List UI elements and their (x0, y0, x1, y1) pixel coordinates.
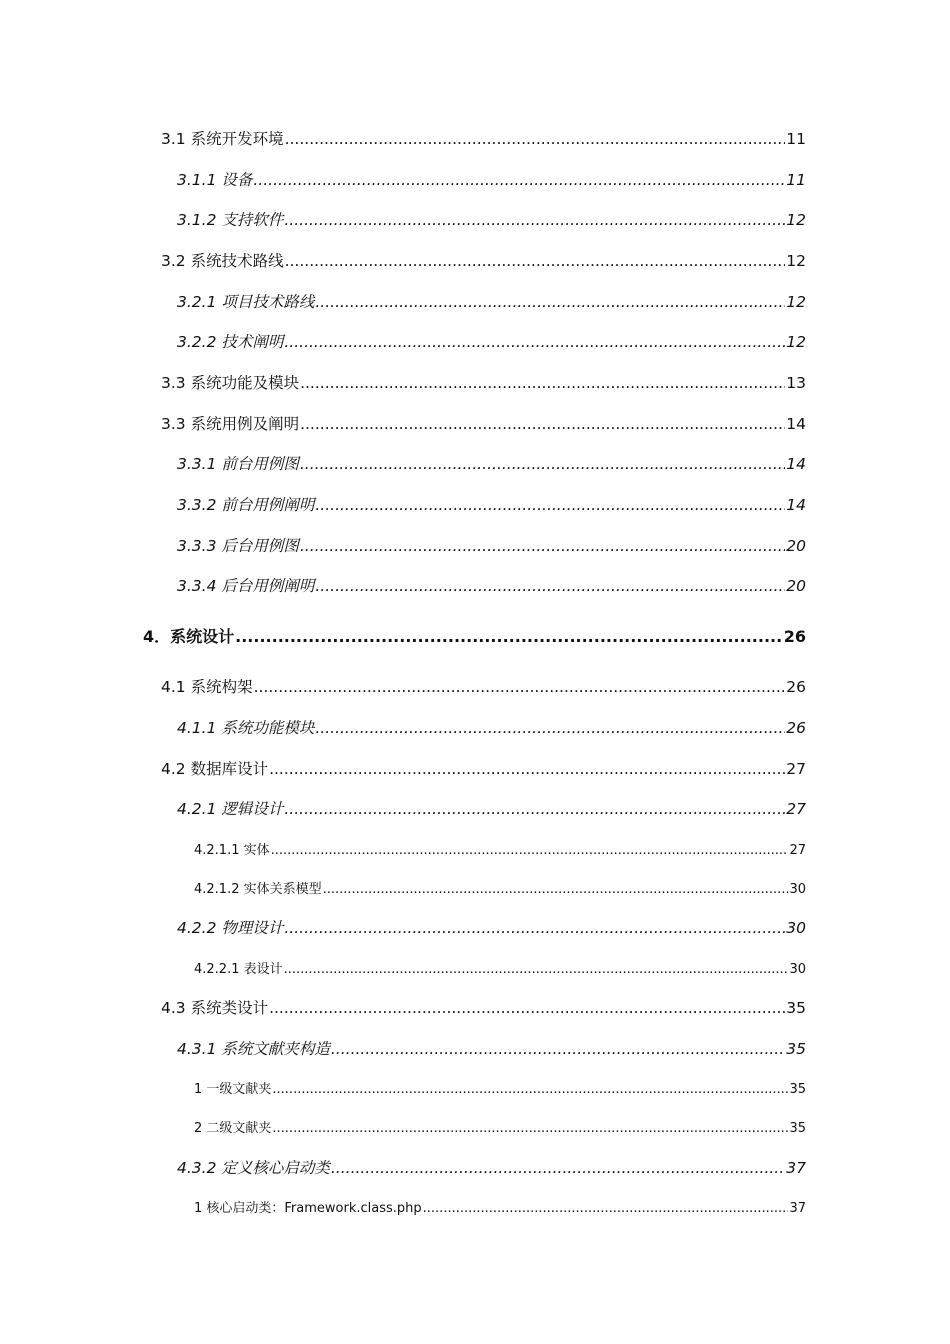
toc-leader-dots (271, 843, 789, 858)
toc-entry[interactable] (0, 534, 950, 556)
toc-entry[interactable] (0, 412, 950, 434)
toc-entry-page: 11 (786, 130, 806, 148)
toc-entry-title: 4.3.1 系统文献夹构造 (177, 1040, 330, 1058)
toc-entry[interactable] (0, 208, 950, 230)
toc-entry-title: 2 二级文献夹 (194, 1121, 272, 1136)
toc-entry-page: 20 (786, 577, 806, 595)
toc-entry[interactable] (0, 493, 950, 515)
toc-leader-dots (315, 719, 785, 737)
toc-entry-page: 35 (789, 1121, 806, 1136)
toc-entry-title: 4.1 系统构架 (161, 678, 253, 696)
toc-leader-dots (300, 537, 785, 555)
toc-entry-page: 35 (786, 999, 806, 1017)
toc-entry-title: 1 核心启动类：Framework.class.php (194, 1201, 422, 1216)
toc-entry-page: 14 (786, 455, 806, 473)
toc-entry-title: 3.3.2 前台用例阐明 (177, 496, 315, 514)
toc-entry-title: 4.2.1.2 实体关系模型 (194, 882, 322, 897)
toc-entry-page: 35 (786, 1040, 806, 1058)
toc-entry-title: 3.1.1 设备 (177, 171, 253, 189)
toc-entry-page: 30 (789, 882, 806, 897)
toc-leader-dots (269, 760, 785, 778)
toc-entry-title: 3.3.4 后台用例阐明 (177, 577, 315, 595)
toc-entry[interactable] (0, 1117, 950, 1136)
toc-entry-title: 1 一级文献夹 (194, 1082, 272, 1097)
toc-entry-title: 4.2.1.1 实体 (194, 843, 270, 858)
toc-entry[interactable] (0, 624, 950, 647)
toc-entry-page: 11 (786, 171, 806, 189)
toc-leader-dots (315, 577, 785, 595)
toc-leader-dots (284, 333, 785, 351)
toc-entry[interactable] (0, 290, 950, 312)
toc-leader-dots (323, 882, 789, 897)
toc-entry-title: 3.3 系统用例及阐明 (161, 415, 300, 433)
toc-entry-title: 3.2.2 技术阐明 (177, 333, 284, 351)
toc-entry-title: 4.1.1 系统功能模块 (177, 719, 315, 737)
toc-entry-page: 26 (786, 678, 806, 696)
toc-entry[interactable] (0, 797, 950, 819)
toc-entry[interactable] (0, 1037, 950, 1059)
toc-leader-dots (284, 211, 785, 229)
toc-entry-page: 35 (789, 1082, 806, 1097)
toc-entry[interactable] (0, 757, 950, 779)
toc-entry-page: 30 (786, 919, 806, 937)
toc-entry[interactable] (0, 878, 950, 897)
toc-leader-dots (253, 171, 785, 189)
toc-entry[interactable] (0, 1197, 950, 1216)
toc-entry-page: 14 (786, 415, 806, 433)
toc-entry[interactable] (0, 127, 950, 149)
toc-entry[interactable] (0, 839, 950, 858)
toc-entry[interactable] (0, 996, 950, 1018)
toc-leader-dots (300, 455, 785, 473)
toc-entry-title: 3.2 系统技术路线 (161, 252, 284, 270)
toc-entry-page: 30 (789, 962, 806, 977)
toc-entry[interactable] (0, 675, 950, 697)
toc-leader-dots (269, 999, 785, 1017)
toc-entry[interactable] (0, 1078, 950, 1097)
toc-entry-page: 37 (789, 1201, 806, 1216)
toc-entry-title: 3.3.3 后台用例图 (177, 537, 299, 555)
toc-entry-page: 12 (786, 252, 806, 270)
toc-leader-dots (285, 252, 786, 270)
toc-entry-title: 4.3.2 定义核心启动类 (177, 1159, 330, 1177)
toc-entry[interactable] (0, 330, 950, 352)
toc-entry-title: 3.3.1 前台用例图 (177, 455, 299, 473)
toc-entry[interactable] (0, 958, 950, 977)
toc-entry-page: 12 (786, 333, 806, 351)
toc-entry-page: 12 (786, 293, 806, 311)
toc-entry-title: 4.3 系统类设计 (161, 999, 269, 1017)
toc-leader-dots (423, 1201, 789, 1216)
toc-entry-page: 13 (786, 374, 806, 392)
toc-entry[interactable] (0, 574, 950, 596)
toc-leader-dots (300, 415, 785, 433)
toc-entry-page: 27 (789, 843, 806, 858)
toc-entry-title: 3.2.1 项目技术路线 (177, 293, 315, 311)
toc-entry-title: 4.2.2 物理设计 (177, 919, 284, 937)
toc-leader-dots (284, 800, 785, 818)
toc-leader-dots (315, 496, 785, 514)
toc-entry[interactable] (0, 916, 950, 938)
toc-entry-page: 20 (786, 537, 806, 555)
toc-leader-dots (284, 962, 789, 977)
toc-entry-page: 27 (786, 800, 806, 818)
toc-entry-title: 4.2.2.1 表设计 (194, 962, 283, 977)
toc-entry-title: 3.1 系统开发环境 (161, 130, 284, 148)
toc-entry[interactable] (0, 1156, 950, 1178)
toc-leader-dots (315, 293, 785, 311)
toc-entry[interactable] (0, 371, 950, 393)
toc-entry-page: 26 (786, 719, 806, 737)
toc-entry[interactable] (0, 716, 950, 738)
toc-entry-page: 37 (786, 1159, 806, 1177)
toc-leader-dots (272, 1121, 788, 1136)
toc-leader-dots (300, 374, 785, 392)
toc-entry-title: 4.2 数据库设计 (161, 760, 269, 778)
toc-leader-dots (285, 130, 786, 148)
toc-entry-page: 12 (786, 211, 806, 229)
toc-entry-title: 3.1.2 支持软件 (177, 211, 284, 229)
toc-entry-page: 14 (786, 496, 806, 514)
toc-leader-dots (235, 627, 783, 646)
toc-leader-dots (254, 678, 786, 696)
toc-entry-page: 26 (783, 627, 806, 646)
toc-entry[interactable] (0, 249, 950, 271)
toc-leader-dots (331, 1159, 785, 1177)
toc-entry-title: 4.2.1 逻辑设计 (177, 800, 284, 818)
toc-leader-dots (284, 919, 785, 937)
toc-entry-title: 4．系统设计 (143, 627, 235, 646)
toc-leader-dots (331, 1040, 785, 1058)
toc-leader-dots (272, 1082, 788, 1097)
toc-entry[interactable] (0, 452, 950, 474)
toc-entry[interactable] (0, 168, 950, 190)
toc-entry-title: 3.3 系统功能及模块 (161, 374, 300, 392)
toc-entry-page: 27 (786, 760, 806, 778)
